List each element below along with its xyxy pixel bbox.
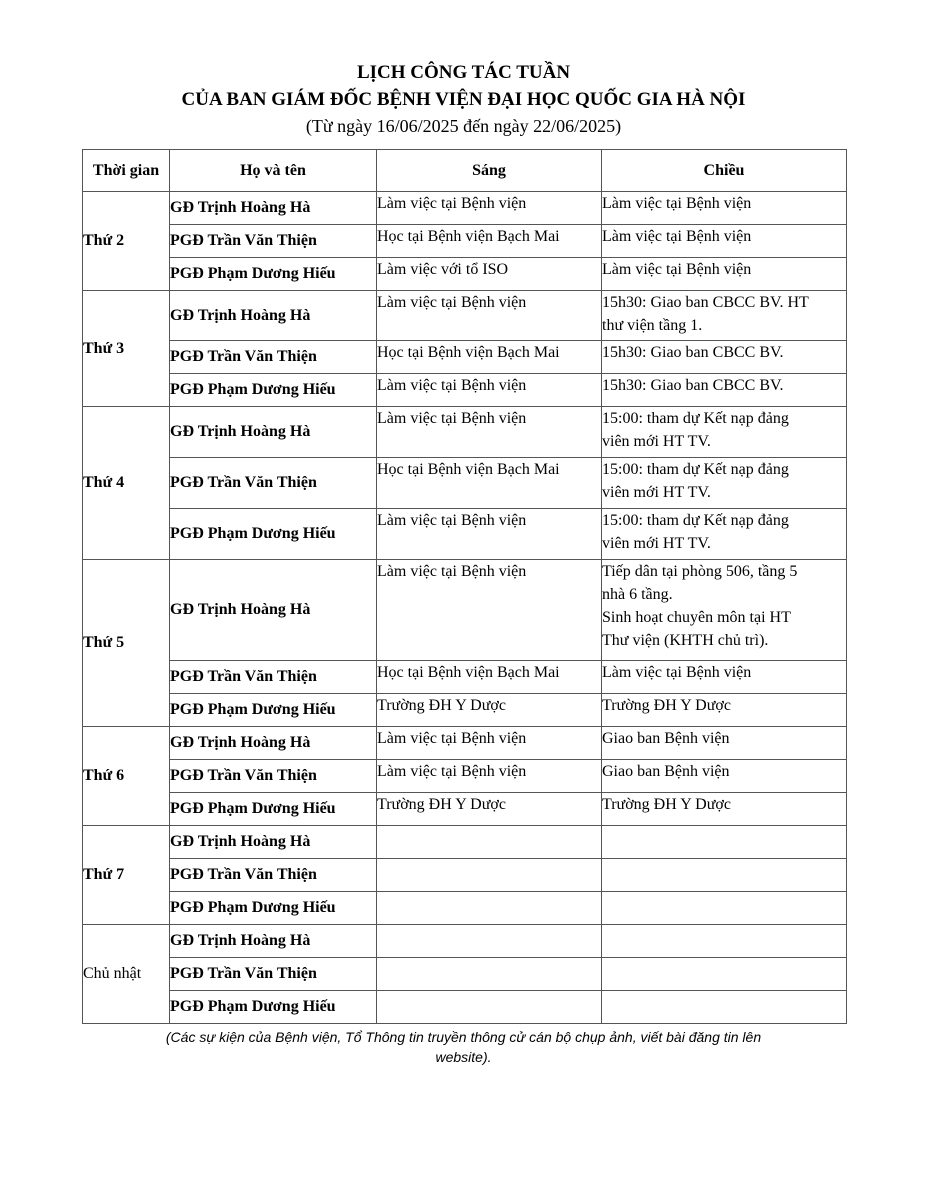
footnote [100, 1027, 827, 1067]
column-header-afternoon: Chiều [602, 150, 847, 192]
afternoon-activity-cell [602, 341, 847, 374]
person-name-cell: PGĐ Phạm Dương Hiếu [170, 509, 377, 560]
document-title: LỊCH CÔNG TÁC TUẦN [356, 62, 571, 83]
table-row [83, 661, 847, 694]
table-row [83, 374, 847, 407]
morning-activity-cell [377, 760, 602, 793]
table-row [83, 407, 847, 458]
afternoon-activity-line: 15:00: tham dự Kết nạp đảng [602, 410, 789, 427]
afternoon-activity-line: Giao ban Bệnh viện [602, 763, 730, 780]
person-name-cell: GĐ Trịnh Hoàng Hà [170, 925, 377, 958]
morning-activity-line: Làm việc tại Bệnh viện [377, 377, 527, 394]
table-row [83, 727, 847, 760]
afternoon-activity-line: Làm việc tại Bệnh viện [602, 261, 752, 278]
table-row [83, 694, 847, 727]
day-cell: Thứ 2 [83, 192, 170, 291]
morning-activity-cell [377, 258, 602, 291]
person-name-cell: PGĐ Phạm Dương Hiếu [170, 793, 377, 826]
afternoon-activity-cell [602, 958, 847, 991]
afternoon-activity-cell [602, 560, 847, 661]
day-cell: Thứ 4 [83, 407, 170, 560]
afternoon-activity-line: Sinh hoạt chuyên môn tại HT [602, 609, 791, 626]
morning-activity-cell [377, 661, 602, 694]
morning-activity-cell [377, 826, 602, 859]
morning-activity-line: Làm việc tại Bệnh viện [377, 563, 527, 580]
afternoon-activity-cell [602, 925, 847, 958]
table-row [83, 892, 847, 925]
morning-activity-cell [377, 925, 602, 958]
column-header-name: Họ và tên [170, 150, 377, 192]
column-header-time: Thời gian [83, 150, 170, 192]
morning-activity-cell [377, 407, 602, 458]
person-name-cell: PGĐ Trần Văn Thiện [170, 760, 377, 793]
morning-activity-line: Làm việc tại Bệnh viện [377, 294, 527, 311]
table-row [83, 560, 847, 661]
afternoon-activity-cell [602, 859, 847, 892]
morning-activity-cell [377, 991, 602, 1024]
person-name-cell: PGĐ Trần Văn Thiện [170, 458, 377, 509]
morning-activity-line: Làm việc tại Bệnh viện [377, 410, 527, 427]
afternoon-activity-cell [602, 258, 847, 291]
morning-activity-cell [377, 291, 602, 341]
table-row [83, 925, 847, 958]
afternoon-activity-line: Làm việc tại Bệnh viện [602, 195, 752, 212]
table-row [83, 826, 847, 859]
morning-activity-cell [377, 225, 602, 258]
table-row [83, 192, 847, 225]
table-row [83, 258, 847, 291]
afternoon-activity-cell [602, 826, 847, 859]
afternoon-activity-cell [602, 509, 847, 560]
afternoon-activity-line: 15h30: Giao ban CBCC BV. [602, 377, 784, 394]
morning-activity-cell [377, 793, 602, 826]
afternoon-activity-line: viên mới HT TV. [602, 484, 711, 501]
document-subtitle-organization: CỦA BAN GIÁM ĐỐC BỆNH VIỆN ĐẠI HỌC QUỐC GIA HÀ NỘI [181, 89, 746, 110]
table-row [83, 793, 847, 826]
table-row [83, 991, 847, 1024]
afternoon-activity-cell [602, 458, 847, 509]
table-row [83, 341, 847, 374]
column-header-morning: Sáng [377, 150, 602, 192]
table-header-row [83, 150, 847, 192]
person-name-cell: PGĐ Phạm Dương Hiếu [170, 694, 377, 727]
day-cell: Thứ 6 [83, 727, 170, 826]
afternoon-activity-cell [602, 892, 847, 925]
document-header [0, 60, 927, 139]
morning-activity-line: Làm việc với tổ ISO [377, 261, 509, 278]
afternoon-activity-cell [602, 225, 847, 258]
afternoon-activity-line: 15:00: tham dự Kết nạp đảng [602, 512, 789, 529]
afternoon-activity-line: Làm việc tại Bệnh viện [602, 664, 752, 681]
table-row [83, 225, 847, 258]
morning-activity-line: Làm việc tại Bệnh viện [377, 195, 527, 212]
person-name-cell: GĐ Trịnh Hoàng Hà [170, 560, 377, 661]
person-name-cell: GĐ Trịnh Hoàng Hà [170, 192, 377, 225]
person-name-cell: PGĐ Phạm Dương Hiếu [170, 991, 377, 1024]
afternoon-activity-line: 15h30: Giao ban CBCC BV. [602, 344, 784, 361]
day-cell: Thứ 5 [83, 560, 170, 727]
afternoon-activity-line: viên mới HT TV. [602, 535, 711, 552]
morning-activity-cell [377, 859, 602, 892]
afternoon-activity-cell [602, 793, 847, 826]
person-name-cell: GĐ Trịnh Hoàng Hà [170, 727, 377, 760]
afternoon-activity-line: Thư viện (KHTH chủ trì). [602, 632, 769, 649]
morning-activity-line: Làm việc tại Bệnh viện [377, 512, 527, 529]
person-name-cell: PGĐ Phạm Dương Hiếu [170, 374, 377, 407]
schedule-body [83, 192, 847, 1024]
afternoon-activity-line: Giao ban Bệnh viện [602, 730, 730, 747]
person-name-cell: GĐ Trịnh Hoàng Hà [170, 826, 377, 859]
schedule-table [82, 149, 847, 1024]
person-name-cell: PGĐ Phạm Dương Hiếu [170, 892, 377, 925]
afternoon-activity-cell [602, 760, 847, 793]
morning-activity-cell [377, 509, 602, 560]
table-row [83, 509, 847, 560]
afternoon-activity-line: nhà 6 tầng. [602, 586, 673, 603]
person-name-cell: GĐ Trịnh Hoàng Hà [170, 407, 377, 458]
day-cell: Thứ 7 [83, 826, 170, 925]
afternoon-activity-cell [602, 407, 847, 458]
morning-activity-cell [377, 892, 602, 925]
morning-activity-line: Học tại Bệnh viện Bạch Mai [377, 664, 560, 681]
afternoon-activity-cell [602, 291, 847, 341]
morning-activity-cell [377, 560, 602, 661]
person-name-cell: PGĐ Trần Văn Thiện [170, 958, 377, 991]
morning-activity-cell [377, 694, 602, 727]
morning-activity-line: Học tại Bệnh viện Bạch Mai [377, 228, 560, 245]
person-name-cell: PGĐ Trần Văn Thiện [170, 225, 377, 258]
afternoon-activity-cell [602, 374, 847, 407]
person-name-cell: PGĐ Phạm Dương Hiếu [170, 258, 377, 291]
afternoon-activity-cell [602, 192, 847, 225]
afternoon-activity-line: Làm việc tại Bệnh viện [602, 228, 752, 245]
morning-activity-line: Học tại Bệnh viện Bạch Mai [377, 344, 560, 361]
day-cell: Chủ nhật [83, 925, 170, 1024]
afternoon-activity-line: Tiếp dân tại phòng 506, tầng 5 [602, 563, 798, 580]
person-name-cell: GĐ Trịnh Hoàng Hà [170, 291, 377, 341]
person-name-cell: PGĐ Trần Văn Thiện [170, 661, 377, 694]
table-row [83, 859, 847, 892]
morning-activity-cell [377, 958, 602, 991]
footnote-line-2: website). [435, 1049, 492, 1065]
morning-activity-cell [377, 727, 602, 760]
day-cell: Thứ 3 [83, 291, 170, 407]
morning-activity-line: Trường ĐH Y Dược [377, 697, 506, 714]
table-row [83, 291, 847, 341]
date-range: (Từ ngày 16/06/2025 đến ngày 22/06/2025) [305, 116, 622, 136]
morning-activity-line: Làm việc tại Bệnh viện [377, 730, 527, 747]
afternoon-activity-line: Trường ĐH Y Dược [602, 697, 731, 714]
morning-activity-cell [377, 458, 602, 509]
morning-activity-cell [377, 192, 602, 225]
afternoon-activity-cell [602, 727, 847, 760]
morning-activity-line: Trường ĐH Y Dược [377, 796, 506, 813]
afternoon-activity-line: Trường ĐH Y Dược [602, 796, 731, 813]
table-row [83, 958, 847, 991]
morning-activity-cell [377, 374, 602, 407]
afternoon-activity-cell [602, 694, 847, 727]
table-row [83, 760, 847, 793]
afternoon-activity-line: viên mới HT TV. [602, 433, 711, 450]
morning-activity-line: Học tại Bệnh viện Bạch Mai [377, 461, 560, 478]
morning-activity-cell [377, 341, 602, 374]
afternoon-activity-line: 15:00: tham dự Kết nạp đảng [602, 461, 789, 478]
person-name-cell: PGĐ Trần Văn Thiện [170, 859, 377, 892]
footnote-line-1: (Các sự kiện của Bệnh viện, Tổ Thông tin truyền thông cử cán bộ chụp ảnh, viết bài đăng tin lên [165, 1029, 762, 1045]
afternoon-activity-line: thư viện tầng 1. [602, 317, 703, 334]
person-name-cell: PGĐ Trần Văn Thiện [170, 341, 377, 374]
morning-activity-line: Làm việc tại Bệnh viện [377, 763, 527, 780]
afternoon-activity-cell [602, 991, 847, 1024]
afternoon-activity-cell [602, 661, 847, 694]
table-row [83, 458, 847, 509]
afternoon-activity-line: 15h30: Giao ban CBCC BV. HT [602, 294, 809, 311]
